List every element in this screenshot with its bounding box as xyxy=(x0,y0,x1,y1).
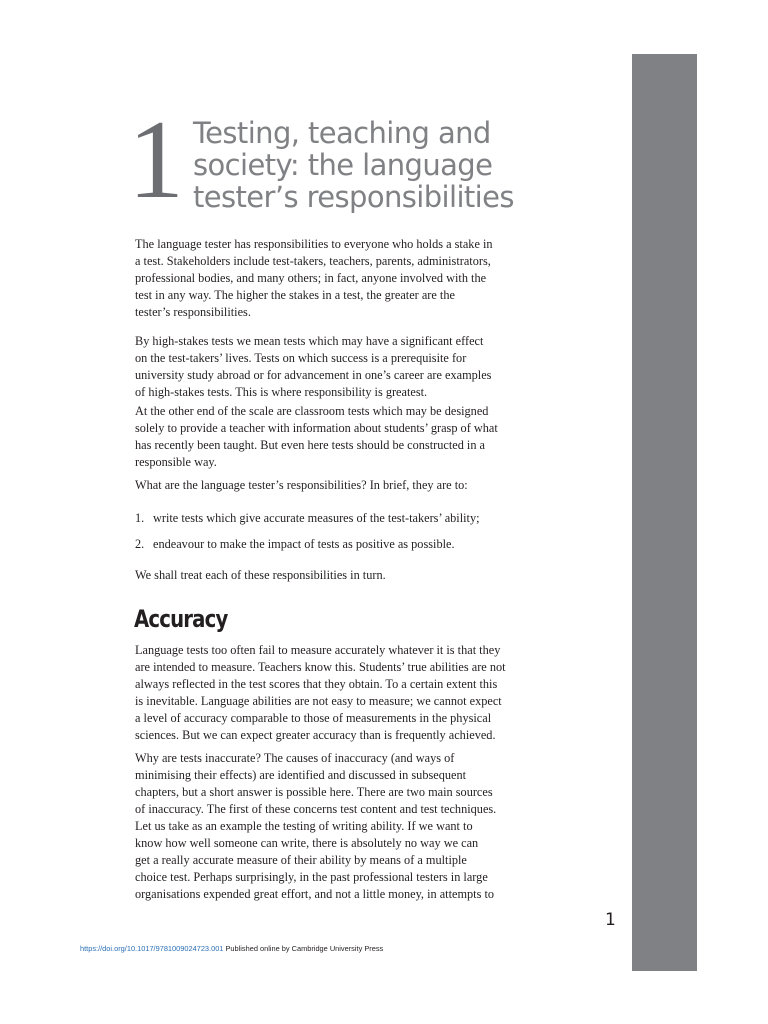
text-line: is inevitable. Language abilities are not easy to measure; we cannot expect xyxy=(135,694,502,708)
text-line: At the other end of the scale are classroom tests which may be designed xyxy=(135,404,489,418)
list-item-text: write tests which give accurate measures of the test-takers’ ability; xyxy=(153,511,480,525)
accuracy-paragraph-1 xyxy=(135,642,565,744)
text-line: Let us take as an example the testing of writing ability. If we want to xyxy=(135,819,473,833)
footer-citation xyxy=(80,944,383,954)
text-line: get a really accurate measure of their ability by means of a multiple xyxy=(135,853,467,867)
chapter-title-line: tester’s responsibilities xyxy=(193,180,514,214)
intro-paragraph-question xyxy=(135,477,565,494)
text-line: on the test-takers’ lives. Tests on which success is a prerequisite for xyxy=(135,351,467,365)
text-line: university study abroad or for advancement in one’s career are examples xyxy=(135,368,492,382)
text-line: test in any way. The higher the stakes in a test, the greater are the xyxy=(135,288,455,302)
chapter-title-line: Testing, teaching and xyxy=(193,116,491,150)
text-line: sciences. But we can expect greater accuracy than is frequently achieved. xyxy=(135,728,496,742)
text-line: Language tests too often fail to measure accurately whatever it is that they xyxy=(135,643,501,657)
list-number: 2. xyxy=(135,537,145,551)
text-line: The language tester has responsibilities to everyone who holds a stake in xyxy=(135,237,493,251)
text-line: responsible way. xyxy=(135,455,217,469)
text-line: By high-stakes tests we mean tests which may have a significant effect xyxy=(135,334,484,348)
publisher-note: Published online by Cambridge University Press xyxy=(223,944,384,953)
page-number: 1 xyxy=(605,910,616,930)
text-line: chapters, but a short answer is possible here. There are two main sources xyxy=(135,785,493,799)
text-line: always reflected in the test scores that they obtain. To a certain extent this xyxy=(135,677,498,691)
responsibility-list-item xyxy=(135,510,480,527)
text-line: of inaccuracy. The first of these concerns test content and test techniques. xyxy=(135,802,497,816)
intro-paragraph-high-stakes xyxy=(135,333,565,401)
text-line: a level of accuracy comparable to those of measurements in the physical xyxy=(135,711,492,725)
accuracy-paragraph-2 xyxy=(135,750,565,903)
intro-paragraph-classroom xyxy=(135,403,565,471)
intro-paragraph-stakeholders xyxy=(135,236,565,321)
doi-link[interactable]: https://doi.org/10.1017/9781009024723.001 xyxy=(80,944,224,953)
text-line: organisations expended great effort, and not a little money, in attempts to xyxy=(135,887,495,901)
closing-intro-paragraph xyxy=(135,567,565,584)
text-line: What are the language tester’s responsibilities? In brief, they are to: xyxy=(135,478,468,492)
text-line: solely to provide a teacher with information about students’ grasp of what xyxy=(135,421,498,435)
text-line: choice test. Perhaps surprisingly, in the past professional testers in large xyxy=(135,870,488,884)
text-line: professional bodies, and many others; in fact, anyone involved with the xyxy=(135,271,487,285)
text-line: know how well someone can write, there is absolutely no way we can xyxy=(135,836,479,850)
chapter-number: 1 xyxy=(128,98,184,222)
chapter-title xyxy=(193,117,523,213)
chapter-title-line: society: the language xyxy=(193,148,493,182)
chapter-side-band xyxy=(632,54,697,971)
responsibility-list-item xyxy=(135,536,455,553)
text-line: tester’s responsibilities. xyxy=(135,305,251,319)
text-line: We shall treat each of these responsibilities in turn. xyxy=(135,568,386,582)
text-line: of high-stakes tests. This is where responsibility is greatest. xyxy=(135,385,428,399)
text-line: a test. Stakeholders include test-takers, teachers, parents, administrators, xyxy=(135,254,491,268)
text-line: Why are tests inaccurate? The causes of inaccuracy (and ways of xyxy=(135,751,455,765)
text-line: minimising their effects) are identified and discussed in subsequent xyxy=(135,768,467,782)
list-item-text: endeavour to make the impact of tests as positive as possible. xyxy=(153,537,455,551)
list-number: 1. xyxy=(135,511,145,525)
text-line: has recently been taught. But even here tests should be constructed in a xyxy=(135,438,486,452)
section-heading-accuracy: Accuracy xyxy=(134,605,228,633)
text-line: are intended to measure. Teachers know this. Students’ true abilities are not xyxy=(135,660,506,674)
